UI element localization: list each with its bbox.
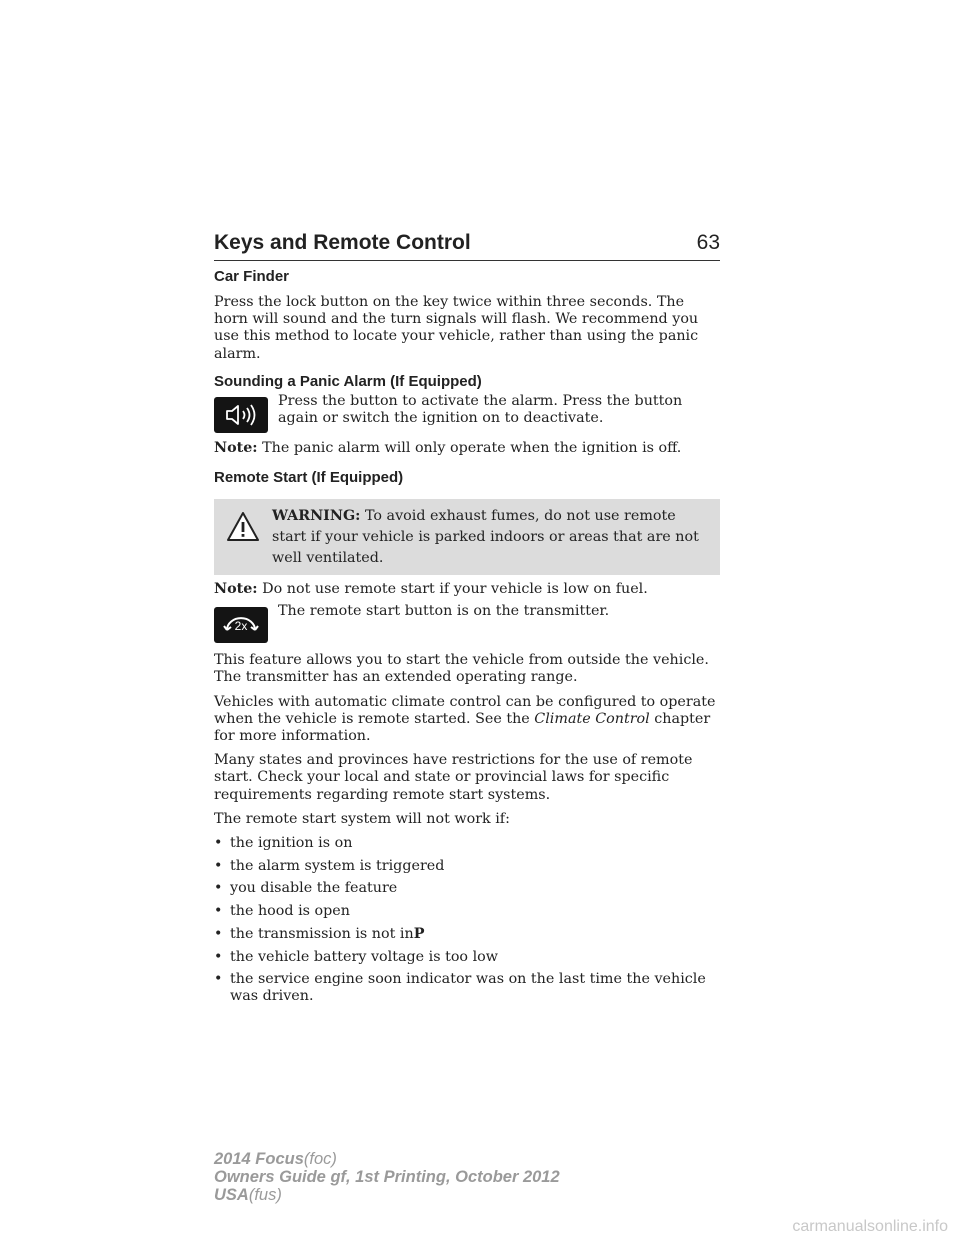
page-footer <box>214 1150 560 1204</box>
svg-text:2x: 2x <box>234 619 248 634</box>
footer-line-2: Owners Guide gf, 1st Printing, October 2012 <box>214 1168 560 1186</box>
warning-body: To avoid exhaust fumes, do not use remote start if your vehicle is parked indoors or areas that are not well ventilated. <box>272 508 699 567</box>
warning-text <box>272 506 712 569</box>
climate-control-link[interactable]: Climate Control <box>534 710 650 727</box>
list-item: • the hood is open <box>214 903 350 920</box>
note-text: The panic alarm will only operate when the ignition is off. <box>262 439 682 456</box>
panic-alarm-heading: Sounding a Panic Alarm (If Equipped) <box>214 372 482 390</box>
car-finder-body: Press the lock button on the key twice within three seconds. The horn will sound and the turn signals will flash. We recommend you use this method to locate your vehicle, rather than using the panic alarm. <box>214 294 699 362</box>
note-label: Note: <box>214 439 258 456</box>
warning-label: WARNING: <box>272 508 361 525</box>
note-text: Do not use remote start if your vehicle is low on fuel. <box>262 581 648 598</box>
page-content <box>214 268 720 1011</box>
note-label: Note: <box>214 581 258 598</box>
list-item: • the transmission is not inP <box>214 925 425 942</box>
remote-start-icon-row <box>214 603 720 643</box>
list-item: • the service engine soon indicator was on the last time the vehicle was driven. <box>214 971 706 1005</box>
list-item: • the alarm system is triggered <box>214 857 445 874</box>
conditions-list <box>214 835 720 1006</box>
remote-start-heading: Remote Start (If Equipped) <box>214 469 404 487</box>
remote-start-para-3: Many states and provinces have restrictions for the use of remote start. Check your local and state or provincial laws for specific requirements regarding remote start systems. <box>214 752 693 803</box>
panic-alarm-note <box>214 440 720 457</box>
list-item: • the ignition is on <box>214 835 353 852</box>
remote-start-para-1: This feature allows you to start the vehicle from outside the vehicle. The transmitter has an extended operating range. <box>214 652 709 686</box>
panic-alarm-row <box>214 393 720 433</box>
remote-start-para-2 <box>214 694 720 746</box>
car-finder-heading: Car Finder <box>214 268 290 285</box>
remote-start-note <box>214 581 720 598</box>
warning-triangle-icon <box>226 510 260 544</box>
footer-line-1: 2014 Focus(foc) <box>214 1150 337 1168</box>
panic-alarm-text: Press the button to activate the alarm. Press the button again or switch the ignition on to deactivate. <box>278 392 683 427</box>
remote-start-para-4: The remote start system will not work if: <box>214 810 510 827</box>
warning-box <box>214 499 720 575</box>
remote-start-2x-icon <box>214 607 268 643</box>
watermark: carmanualsonline.info <box>792 1218 948 1235</box>
panic-alarm-icon <box>214 397 268 433</box>
chapter-title: Keys and Remote Control <box>214 231 471 254</box>
page-header <box>214 228 720 261</box>
list-item: • you disable the feature <box>214 880 398 897</box>
footer-line-3: USA(fus) <box>214 1186 282 1204</box>
para-2-before: Vehicles with automatic climate control can be configured to operate when the vehicle is remote started. See the <box>214 693 716 727</box>
list-item: • the vehicle battery voltage is too low <box>214 948 499 965</box>
para-2-after: chapter for more information. <box>214 710 711 745</box>
gear-p: P <box>413 925 425 942</box>
remote-start-icon-text: The remote start button is on the transmitter. <box>278 603 610 620</box>
page-number: 63 <box>696 231 720 254</box>
